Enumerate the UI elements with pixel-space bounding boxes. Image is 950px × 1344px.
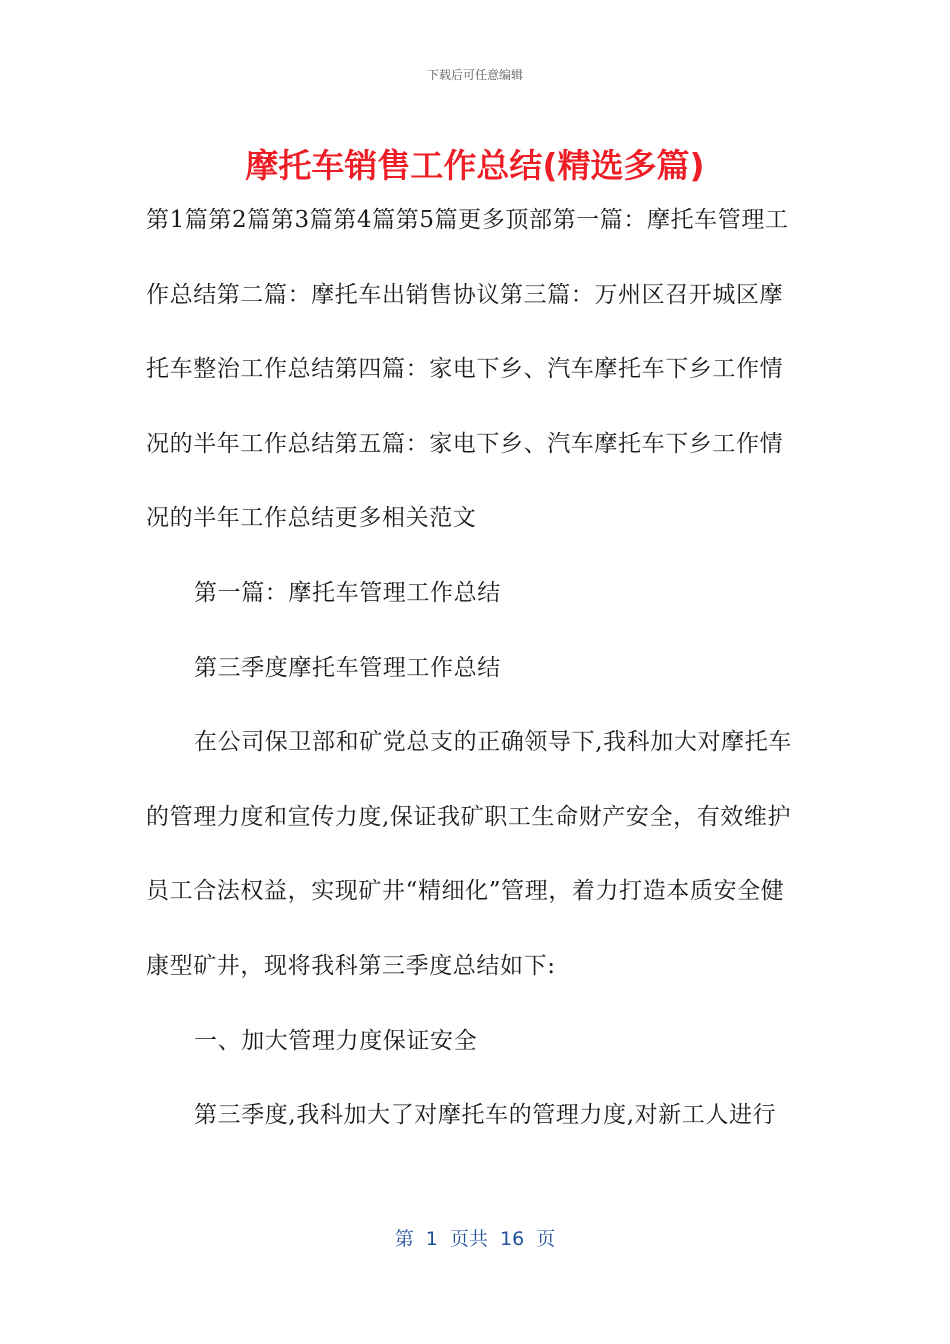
section-subtitle: 第三季度摩托车管理工作总结 <box>194 654 501 681</box>
point-paragraph: 第三季度,我科加大了对摩托车的管理力度,对新工人进行 <box>194 1102 777 1129</box>
document-body <box>146 183 806 1153</box>
toc-paragraph: 第1篇第2篇第3篇第4篇第5篇更多顶部第一篇：摩托车管理工作总结第二篇：摩托车出销售协议第三篇：万州区召开城区摩托车整治工作总结第四篇：家电下乡、汽车摩托车下乡工作情况的半年工作总结第五篇：家电下乡、汽车摩托车下乡工作情况的半年工作总结更多相关范文 <box>146 207 789 532</box>
page-number: 第 1 页共 16 页 <box>394 1228 556 1250</box>
point-heading: 一、加大管理力度保证安全 <box>194 1027 478 1054</box>
document-title: 摩托车销售工作总结(精选多篇) <box>245 146 705 185</box>
intro-paragraph: 在公司保卫部和矿党总支的正确领导下,我科加大对摩托车的管理力度和宣传力度,保证我矿职工生命财产安全，有效维护员工合法权益，实现矿井“精细化”管理，着力打造本质安全健康型矿井，现将我科第三季度总结如下: <box>146 729 792 979</box>
section-heading: 第一篇：摩托车管理工作总结 <box>194 579 501 606</box>
header-note: 下载后可任意编辑 <box>426 68 523 82</box>
